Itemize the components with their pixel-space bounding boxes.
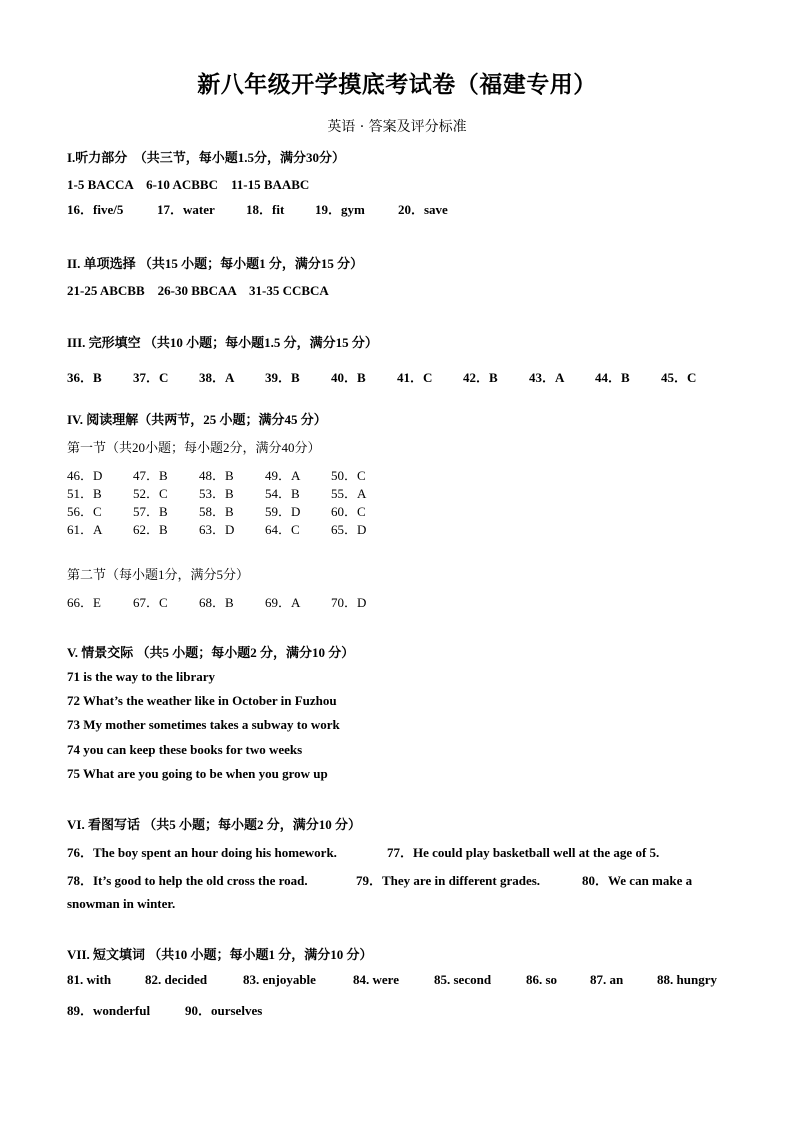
answer-68: 68．B bbox=[199, 595, 234, 610]
answer-86: 86. so bbox=[526, 972, 558, 987]
answer-36: 36．B bbox=[67, 370, 102, 385]
answer-82: 82. decided bbox=[145, 972, 208, 987]
answer-17: 17．water bbox=[157, 202, 215, 217]
answer-37: 37．C bbox=[133, 370, 169, 385]
section-7-heading: VII. 短文填词 （共10 小题；每小题1 分，满分10 分） bbox=[67, 947, 373, 962]
answer-20: 20．save bbox=[398, 202, 448, 217]
answer-66: 66．E bbox=[67, 595, 101, 610]
answer-81: 81. with bbox=[67, 972, 112, 987]
answer-48: 48．B bbox=[199, 468, 234, 483]
section-3-heading: III. 完形填空 （共10 小题；每小题1.5 分，满分15 分） bbox=[67, 335, 378, 350]
answer-80: 80．We can make a bbox=[582, 873, 693, 888]
answer-62: 62．B bbox=[133, 522, 168, 537]
answer-44: 44．B bbox=[595, 370, 630, 385]
answer-80-continued: snowman in winter. bbox=[67, 896, 176, 911]
answer-43: 43．A bbox=[529, 370, 565, 385]
answer-59: 59．D bbox=[265, 504, 301, 519]
answer-74: 74 you can keep these books for two weeks bbox=[67, 742, 303, 757]
section-4-part-2-heading: 第二节（每小题1分，满分5分） bbox=[67, 567, 250, 582]
answer-53: 53．B bbox=[199, 486, 234, 501]
section-2-answers: 21-25 ABCBB 26-30 BBCAA 31-35 CCBCA bbox=[67, 283, 329, 298]
answer-83: 83. enjoyable bbox=[243, 972, 316, 987]
answer-41: 41．C bbox=[397, 370, 433, 385]
answer-39: 39．B bbox=[265, 370, 300, 385]
answer-47: 47．B bbox=[133, 468, 168, 483]
page-subtitle: 英语 · 答案及评分标准 bbox=[327, 119, 467, 135]
answer-40: 40．B bbox=[331, 370, 366, 385]
answer-79: 79．They are in different grades. bbox=[356, 873, 541, 888]
answer-76: 76．The boy spent an hour doing his homework. bbox=[67, 845, 337, 860]
answer-88: 88. hungry bbox=[657, 972, 717, 987]
answer-78: 78．It’s good to help the old cross the road. bbox=[67, 873, 308, 888]
section-1-answers-1-15: 1-5 BACCA 6-10 ACBBC 11-15 BAABC bbox=[67, 177, 310, 192]
answer-84: 84. were bbox=[353, 972, 399, 987]
answer-57: 57．B bbox=[133, 504, 168, 519]
answer-63: 63．D bbox=[199, 522, 235, 537]
answer-19: 19．gym bbox=[315, 202, 365, 217]
answer-46: 46．D bbox=[67, 468, 103, 483]
answer-56: 56．C bbox=[67, 504, 102, 519]
answer-75: 75 What are you going to be when you grow up bbox=[67, 766, 328, 781]
answer-51: 51．B bbox=[67, 486, 102, 501]
section-4-part-1-heading: 第一节（共20小题；每小题2分，满分40分） bbox=[67, 440, 321, 455]
answer-69: 69．A bbox=[265, 595, 301, 610]
answer-42: 42．B bbox=[463, 370, 498, 385]
section-2-heading: II. 单项选择 （共15 小题；每小题1 分，满分15 分） bbox=[67, 256, 364, 271]
answer-38: 38．A bbox=[199, 370, 235, 385]
answer-64: 64．C bbox=[265, 522, 300, 537]
section-4-heading: IV. 阅读理解（共两节，25 小题；满分45 分） bbox=[67, 412, 327, 427]
answer-60: 60．C bbox=[331, 504, 366, 519]
answer-87: 87. an bbox=[590, 972, 624, 987]
answer-72: 72 What’s the weather like in October in Fuzhou bbox=[67, 693, 337, 708]
section-5-heading: V. 情景交际 （共5 小题；每小题2 分，满分10 分） bbox=[67, 645, 355, 660]
page-title: 新八年级开学摸底考试卷（福建专用） bbox=[197, 71, 597, 98]
answer-85: 85. second bbox=[434, 972, 492, 987]
answer-58: 58．B bbox=[199, 504, 234, 519]
answer-73: 73 My mother sometimes takes a subway to work bbox=[67, 717, 340, 732]
answer-18: 18．fit bbox=[246, 202, 285, 217]
answer-61: 61．A bbox=[67, 522, 103, 537]
answer-90: 90．ourselves bbox=[185, 1003, 263, 1018]
answer-52: 52．C bbox=[133, 486, 168, 501]
answer-65: 65．D bbox=[331, 522, 367, 537]
answer-45: 45．C bbox=[661, 370, 697, 385]
answer-54: 54．B bbox=[265, 486, 300, 501]
answer-67: 67．C bbox=[133, 595, 168, 610]
answer-50: 50．C bbox=[331, 468, 366, 483]
answer-71: 71 is the way to the library bbox=[67, 669, 216, 684]
section-6-heading: VI. 看图写话 （共5 小题；每小题2 分，满分10 分） bbox=[67, 817, 361, 832]
answer-77: 77．He could play basketball well at the age of 5. bbox=[387, 845, 660, 860]
answer-55: 55．A bbox=[331, 486, 367, 501]
answer-89: 89．wonderful bbox=[67, 1003, 151, 1018]
answer-70: 70．D bbox=[331, 595, 367, 610]
answer-49: 49．A bbox=[265, 468, 301, 483]
answer-16: 16．five/5 bbox=[67, 202, 124, 217]
section-1-heading: I.听力部分 （共三节，每小题1.5分，满分30分） bbox=[67, 150, 346, 165]
